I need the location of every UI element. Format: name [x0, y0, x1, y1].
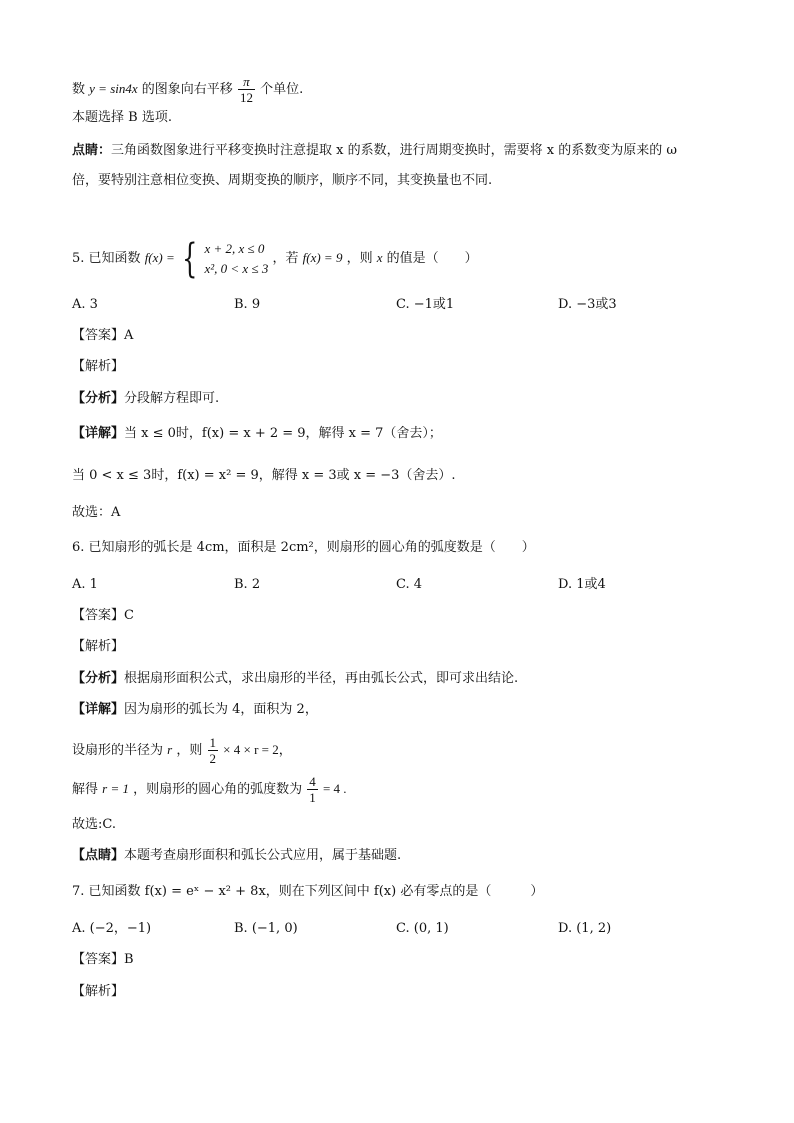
- label-fenxi: 【分析】: [72, 671, 125, 686]
- question-6-stem: 6. 已知扇形的弧长是 4cm，面积是 2cm²，则扇形的圆心角的弧度数是（ ）: [72, 540, 535, 555]
- fraction-four-over-one: [307, 774, 318, 805]
- function-label: f(x) =: [144, 250, 175, 265]
- option-c: C. 4: [396, 577, 423, 592]
- dianjing-line-2: 倍，要特别注意相位变换、周期变换的顺序，顺序不同，其变换量也不同.: [72, 173, 493, 188]
- detail-5-line-2: 当 0 < x ≤ 3时，f(x) = x² = 9，解得 x = 3或 x = −3（舍去）.: [72, 468, 456, 483]
- fraction-pi-over-12: [238, 74, 255, 105]
- option-d: D. 1或4: [558, 577, 606, 592]
- detail-6-line-3: [72, 772, 734, 807]
- piecewise-cases: [204, 239, 268, 279]
- text: 因为扇形的弧长为 4，面积为 2，: [124, 702, 318, 717]
- option-a: A. 1: [72, 577, 98, 592]
- answer-6: 【答案】C: [72, 608, 134, 623]
- math-expression: y = sin4x: [89, 81, 138, 96]
- option-c: C. (0, 1): [396, 921, 449, 936]
- math-expression: r = 1: [102, 781, 129, 796]
- text: 本题考查扇形面积和弧长公式应用，属于基础题.: [124, 848, 402, 863]
- label-fenxi: 【分析】: [72, 391, 125, 406]
- text: ，则: [346, 251, 373, 266]
- option-b: B. (−1, 0): [234, 921, 298, 936]
- label-dianjing: 点睛：: [72, 143, 112, 158]
- math-expression: × 4 × r = 2，: [223, 742, 292, 757]
- text: 设扇形的半径为: [72, 743, 164, 758]
- detail-6-line-1: [72, 700, 734, 720]
- numerator: 1: [209, 735, 217, 750]
- choose-6: 故选:C.: [72, 817, 116, 832]
- denominator: 1: [309, 790, 316, 805]
- text: ，若: [272, 251, 299, 266]
- fenxi-5: [72, 389, 734, 409]
- text: ，则: [176, 743, 203, 758]
- text: ，则扇形的圆心角的弧度数为: [133, 782, 303, 797]
- denominator: 2: [209, 751, 217, 766]
- condition: f(x) = 9: [302, 250, 343, 265]
- text: 根据扇形面积公式，求出扇形的半径，再由弧长公式，即可求出结论.: [124, 671, 519, 686]
- analysis-7: 【解析】: [72, 984, 125, 999]
- analysis-5: 【解析】: [72, 359, 125, 374]
- question-5-stem: [72, 235, 734, 282]
- dianjing-line: [72, 141, 734, 161]
- text: 5. 已知函数: [72, 251, 141, 266]
- answer-5: 【答案】A: [72, 328, 134, 343]
- variable: x: [376, 250, 383, 265]
- analysis-6: 【解析】: [72, 639, 125, 654]
- text: 当 x ≤ 0时，f(x) = x + 2 = 9，解得 x = 7（舍去）；: [124, 426, 442, 441]
- numerator: π: [238, 74, 255, 90]
- label-detail: 【详解】: [72, 702, 125, 717]
- option-d: D. (1, 2): [558, 921, 612, 936]
- question-7-stem: 7. 已知函数 f(x) = eˣ − x² + 8x，则在下列区间中 f(x) 必有零点的是（ ）: [72, 884, 544, 899]
- math-expression: = 4 .: [322, 781, 347, 796]
- case-2: x², 0 < x ≤ 3: [204, 260, 269, 276]
- case-1: x + 2, x ≤ 0: [204, 240, 265, 256]
- option-c: C. −1或1: [396, 297, 455, 312]
- brace-icon: {: [181, 235, 198, 282]
- denominator: 12: [239, 90, 253, 105]
- label-detail: 【详解】: [72, 426, 125, 441]
- label-dianjing: 【点睛】: [72, 848, 125, 863]
- text: 数: [72, 82, 86, 97]
- text: 的图象向右平移: [141, 82, 233, 97]
- solution-line-shift: [72, 74, 734, 105]
- option-a: A. 3: [72, 297, 98, 312]
- text: 三角函数图象进行平移变换时注意提取 x 的系数，进行周期变换时，需要将 x 的系数变为原来的 ω: [111, 143, 677, 158]
- text: 解得: [72, 782, 99, 797]
- choose-5: 故选：A: [72, 505, 121, 520]
- option-b: B. 2: [234, 577, 261, 592]
- dianjing-6: [72, 846, 734, 866]
- fraction-one-half: [208, 735, 219, 766]
- numerator: 4: [309, 774, 316, 789]
- option-a: A. (−2，−1): [72, 921, 152, 936]
- text: 的值是（ ）: [386, 251, 478, 266]
- option-d: D. −3或3: [558, 297, 617, 312]
- text: 分段解方程即可.: [124, 391, 220, 406]
- choose-b-line: 本题选择 B 选项.: [72, 110, 172, 125]
- detail-5-line-1: [72, 424, 734, 444]
- fenxi-6: [72, 669, 734, 689]
- detail-6-line-2: [72, 733, 734, 768]
- variable-r: r: [167, 742, 173, 757]
- answer-7: 【答案】B: [72, 952, 134, 967]
- option-b: B. 9: [234, 297, 261, 312]
- text: 个单位.: [260, 82, 304, 97]
